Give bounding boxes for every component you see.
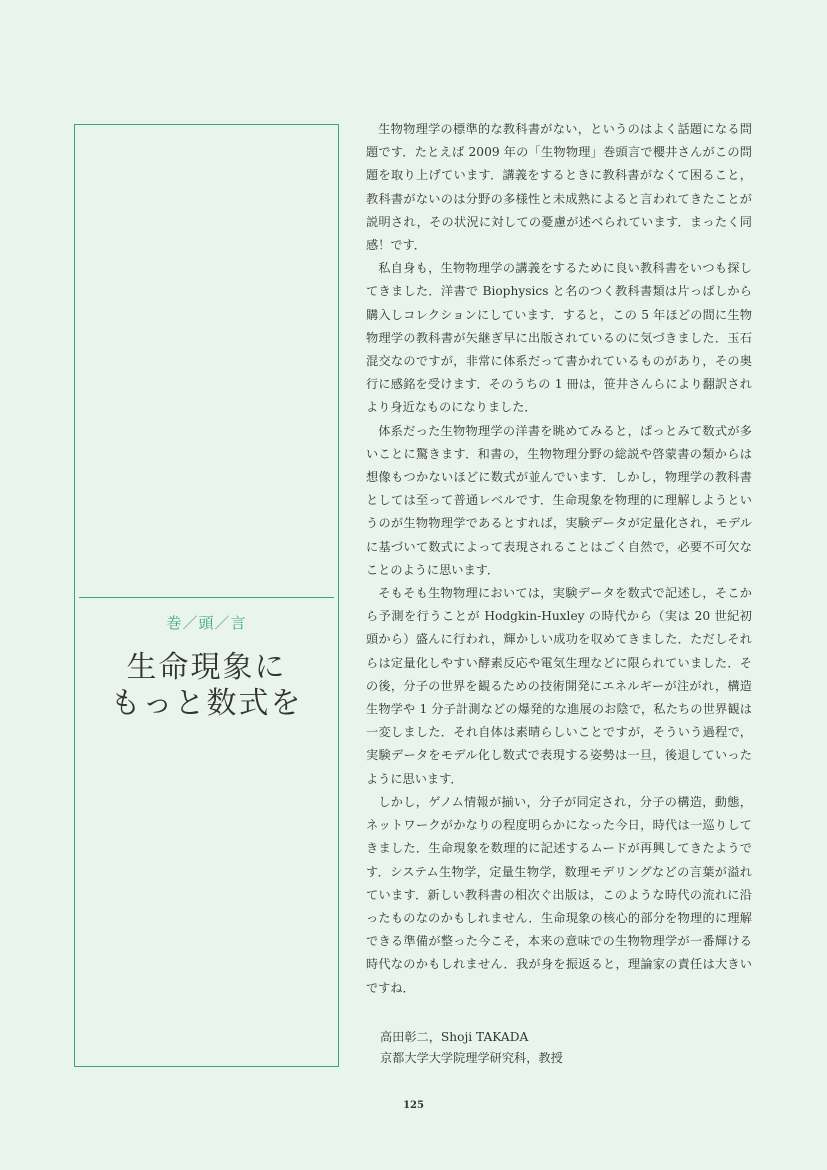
article-title-line-1: 生命現象に [126,650,287,685]
page-number: 125 [403,1100,424,1111]
article-title [75,650,338,722]
author-block [380,1027,563,1069]
paragraph: 私自身も，生物物理学の講義をするために良い教科書をいつも探してきました．洋書で Biophysics と名のつく教科書類は片っぱしから購入しコレクションにしています．すると，この 5 年ほどの間に生物物理学の教科書が矢継ぎ早に出版されているのに気づきました．玉石混交なのですが，非常に体系だって書かれているものがあり，その奥行に感銘を受けます．そのうちの 1 冊は，笹井さんらにより翻訳されより身近なものになりました． [366,261,752,415]
article-body [366,118,752,1000]
title-sidebar [74,124,339,1067]
paragraph: 体系だった生物物理学の洋書を眺めてみると，ぱっとみて数式が多いことに驚きます．和書の，生物物理分野の総説や啓蒙書の類からは想像もつかないほどに数式が並んでいます．しかし，物理学の教科書としては至って普通レベルです．生命現象を物理的に理解しようというのが生物物理学であるとすれば，実験データが定量化され，モデルに基づいて数式によって表現されることはごく自然で，必要不可欠なことのように思います． [366,423,752,577]
title-divider [79,597,334,598]
author-affiliation: 京都大学大学院理学研究科，教授 [380,1051,563,1065]
author-name: 高田彰二，Shoji TAKADA [380,1030,529,1044]
paragraph: そもそも生物物理においては，実験データを数式で記述し，そこから予測を行うことが Hodgkin-Huxley の時代から（実は 20 世紀初頭から）盛んに行われ，輝かしい成功を収めてきました．ただしそれらは定量化しやすい酵素反応や電気生理などに限られていました．その後，分子の世界を観るための技術開発にエネルギーが注がれ，構造生物学や 1 分子計測などの爆発的な進展のお陰で，私たちの世界観は一変しました．それ自体は素晴らしいことですが，そういう過程で，実験データをモデル化し数式で表現する姿勢は一旦，後退していったように思います． [366,586,752,786]
paragraph: しかし，ゲノム情報が揃い，分子が同定され，分子の構造，動態，ネットワークがかなりの程度明らかになった今日，時代は一巡りしてきました．生命現象を数理的に記述するムードが再興してきたようです．システム生物学，定量生物学，数理モデリングなどの言葉が溢れています．新しい教科書の相次ぐ出版は，このような時代の流れに沿ったものなのかもしれません．生命現象の核心的部分を物理的に理解できる準備が整った今こそ，本来の意味での生物物理学が一番輝ける時代なのかもしれません．我が身を振返ると，理論家の責任は大きいですね． [366,794,752,995]
section-label: 巻／頭／言 [166,614,247,632]
paragraph: 生物物理学の標準的な教科書がない，というのはよく話題になる問題です．たとえば 2009 年の「生物物理」巻頭言で櫻井さんがこの問題を取り上げています．講義をするときに教科書がなくて困ること，教科書がないのは分野の多様性と未成熟によると言われてきたことが説明され，その状況に対しての憂慮が述べられています．まったく同感！です． [366,122,752,253]
article-title-line-2: もっと数式を [110,686,303,721]
